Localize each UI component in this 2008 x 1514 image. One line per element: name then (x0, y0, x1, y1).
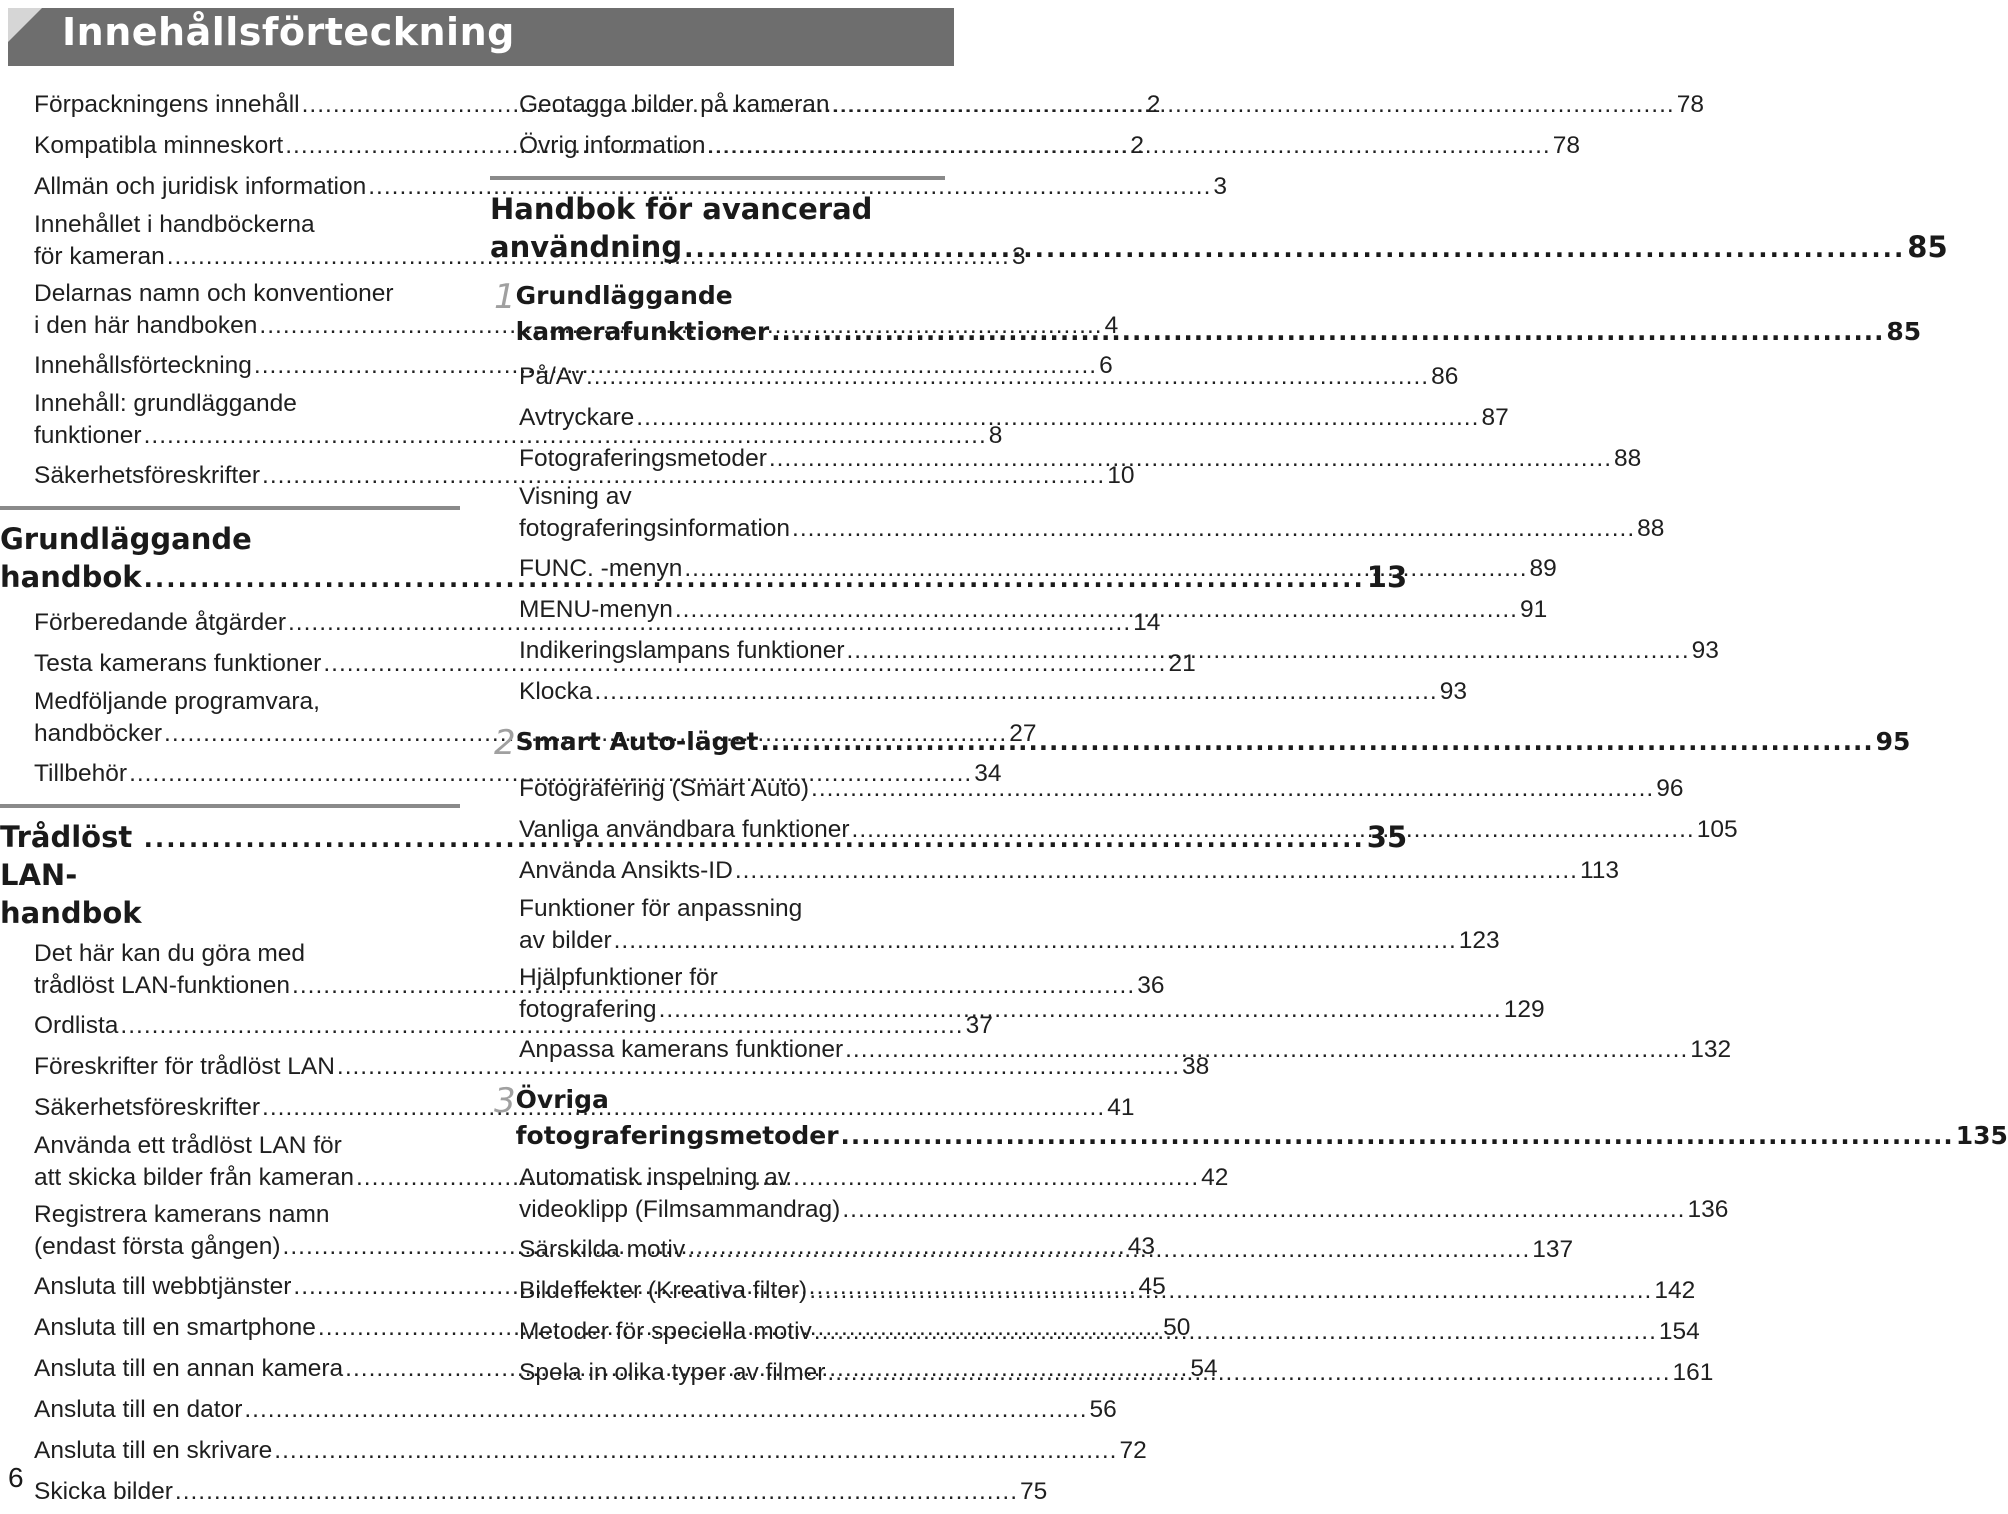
toc-entry-title: Metoder för speciella motiv (519, 1318, 812, 1345)
toc-entry-page: 91 (1520, 596, 1548, 623)
toc-entry-page: 135 (1955, 1121, 2008, 1150)
toc-entry-page: 95 (1875, 727, 1911, 756)
toc-entry-page: 21 (1168, 650, 1196, 677)
section-divider (0, 804, 460, 808)
toc-entry-page: 41 (1107, 1094, 1135, 1121)
section-heading-page: 85 (1907, 230, 1948, 264)
toc-entry[interactable] (490, 127, 1580, 168)
toc-entry-title: Anpassa kamerans funktioner (519, 1036, 844, 1063)
page-title: Innehållsförteckning (62, 10, 515, 54)
chapter-number: 1 (494, 277, 516, 317)
toc-entry-title: handböcker (34, 719, 163, 747)
leader-dots (841, 1118, 1954, 1154)
leader-dots (760, 724, 1873, 760)
toc-entry-title: Ansluta till webbtjänster (34, 1273, 292, 1300)
toc-entry-title: Spela in olika typer av filmer (519, 1359, 826, 1386)
section-heading-line1: Grundläggande (0, 522, 252, 556)
leader-dots (827, 1357, 1670, 1389)
chapter-heading[interactable] (490, 277, 1922, 350)
toc-entry-page: 54 (1190, 1355, 1218, 1382)
toc-entry-title: Fotografering (Smart Auto) (519, 775, 810, 802)
leader-dots (684, 553, 1527, 585)
toc-entry-page: 89 (1529, 555, 1557, 582)
toc-entry[interactable] (490, 852, 1620, 893)
toc-entry-title: Förberedande åtgärder (34, 609, 286, 636)
toc-entry-line1: Använda ett trådlöst LAN för (34, 1132, 342, 1159)
section-heading-line1: Handbok för avancerad (490, 192, 873, 226)
toc-entry-title: Innehållsförteckning (34, 352, 252, 379)
toc-entry-line1: Innehåll: grundläggande (34, 390, 297, 417)
toc-entry-title: trådlöst LAN-funktionen (34, 971, 291, 999)
toc-entry-title: FUNC. -menyn (519, 555, 683, 582)
leader-dots (274, 1435, 1117, 1467)
toc-entry-page: 10 (1107, 462, 1135, 489)
leader-dots (809, 1275, 1652, 1307)
leader-dots (175, 1476, 1018, 1508)
toc-entry-title: Särskilda motiv (519, 1236, 686, 1263)
toc-entry-line1: Det här kan du göra med (34, 940, 306, 967)
toc-entry-page: 6 (1099, 352, 1113, 379)
toc-entry-title: i den här handboken (34, 311, 258, 339)
toc-entry-page: 43 (1127, 1232, 1155, 1260)
toc-entry-title: Ansluta till en dator (34, 1396, 243, 1423)
leader-dots (735, 855, 1578, 887)
toc-entry-title: Ansluta till en annan kamera (34, 1355, 344, 1382)
toc-entry-title: Använda Ansikts-ID (519, 857, 733, 884)
leader-dots (845, 1034, 1688, 1066)
leader-dots (595, 676, 1438, 708)
toc-entry-page: 42 (1201, 1163, 1229, 1191)
toc-entry-line1: Visning av (519, 483, 632, 510)
chapter-title-line1: Övriga (515, 1085, 609, 1114)
toc-entry-title: videoklipp (Filmsammandrag) (519, 1195, 841, 1223)
toc-entry-page: 85 (1886, 317, 1922, 346)
toc-entry-line1: Automatisk inspelning av (519, 1164, 791, 1191)
toc-entry-page: 4 (1104, 311, 1119, 339)
toc-entry-title: Allmän och juridisk information (34, 173, 367, 200)
toc-entry-title: Säkerhetsföreskrifter (34, 462, 261, 489)
leader-dots (659, 994, 1502, 1026)
toc-entry-title: Smart Auto-läget (515, 727, 759, 756)
toc-entry-title: Fotograferingsmetoder (519, 445, 767, 472)
toc-entry-title: Föreskrifter för trådlöst LAN (34, 1053, 335, 1080)
toc-entry-page: 137 (1532, 1236, 1574, 1263)
leader-dots (769, 443, 1612, 475)
toc-entry-title: På/Av (519, 363, 584, 390)
toc-entry-page: 37 (965, 1012, 993, 1039)
leader-dots (792, 513, 1635, 545)
section-divider (490, 176, 945, 180)
toc-entry-page: 3 (1213, 173, 1228, 200)
toc-entry-page: 136 (1687, 1195, 1729, 1223)
section-divider (0, 506, 460, 510)
toc-entry-title: kamerafunktioner (515, 317, 770, 346)
toc-entry-page: 45 (1138, 1273, 1166, 1300)
leader-dots (586, 361, 1429, 393)
toc-entry-page: 93 (1691, 637, 1719, 664)
leader-dots (814, 1316, 1657, 1348)
toc-entry-title: Testa kamerans funktioner (34, 650, 322, 677)
toc-entry-title: Kompatibla minneskort (34, 132, 284, 159)
toc-entry-page: 142 (1654, 1277, 1696, 1304)
toc-entry-page: 154 (1658, 1318, 1700, 1345)
toc-entry-page: 75 (1020, 1478, 1048, 1505)
toc-entry-page: 123 (1458, 926, 1500, 954)
leader-dots (244, 1394, 1087, 1426)
leader-dots (675, 594, 1518, 626)
toc-entry[interactable] (0, 1473, 1048, 1514)
toc-entry-title: Tillbehör (34, 760, 128, 787)
toc-entry-page: 129 (1503, 995, 1545, 1023)
toc-entry-line1: Innehållet i handböckerna (34, 211, 315, 238)
toc-entry-title: Ansluta till en smartphone (34, 1314, 316, 1341)
toc-entry[interactable] (490, 358, 1459, 399)
toc-entry-line1: Medföljande programvara, (34, 688, 320, 715)
leader-dots (847, 635, 1690, 667)
toc-entry-title: MENU-menyn (519, 596, 673, 623)
toc-entry-title: Övrig information (519, 132, 706, 159)
chapter-title-line1: Grundläggande (515, 281, 733, 310)
toc-entry[interactable] (490, 86, 1704, 127)
toc-entry-title: fotografering (519, 995, 657, 1023)
page-number: 6 (8, 1462, 24, 1493)
toc-entry-title: att skicka bilder från kameran (34, 1163, 354, 1191)
leader-dots (687, 1234, 1530, 1266)
toc-entry-page: 56 (1089, 1396, 1117, 1423)
leader-dots (614, 925, 1457, 957)
toc-entry-line1: Hjälpfunktioner för (519, 964, 718, 991)
toc-entry-line1: Delarnas namn och konventioner (34, 280, 394, 307)
leader-dots (852, 814, 1695, 846)
section-heading-title: handbok (0, 560, 142, 594)
toc-entry-page: 113 (1579, 857, 1620, 884)
toc-entry[interactable] (0, 1432, 1147, 1473)
toc-entry-title: (endast första gången) (34, 1232, 281, 1260)
leader-dots (771, 314, 1884, 350)
toc-entry-title: Klocka (519, 678, 593, 705)
toc-entry-title: Geotagga bilder på kameran (519, 91, 830, 118)
toc-entry-page: 2 (1146, 91, 1161, 118)
toc-entry-page: 14 (1133, 609, 1161, 636)
section-heading-advanced[interactable] (490, 190, 1948, 268)
section-heading-page: 13 (1366, 560, 1408, 594)
toc-entry-page: 132 (1690, 1036, 1732, 1063)
leader-dots (636, 402, 1479, 434)
toc-entry-page: 78 (1676, 91, 1704, 118)
toc-entry-title: Bildeffekter (Kreativa filter) (519, 1277, 808, 1304)
toc-entry-page: 96 (1656, 775, 1684, 802)
toc-entry-page: 88 (1637, 514, 1665, 542)
leader-dots (811, 773, 1654, 805)
misc-entries (490, 86, 1704, 168)
toc-entry-line1: Funktioner för anpassning (519, 895, 803, 922)
toc-entry-page: 78 (1552, 132, 1580, 159)
section-heading-title: Trådlöst LAN-handbok (0, 820, 142, 930)
leader-dots (832, 89, 1675, 121)
toc-entry-page: 161 (1672, 1359, 1714, 1386)
toc-entry-page: 86 (1431, 363, 1459, 390)
banner-corner-accent (8, 8, 42, 42)
toc-entry-page: 2 (1130, 132, 1144, 159)
toc-entry-page: 88 (1614, 445, 1642, 472)
toc-entry-page: 8 (988, 421, 1003, 449)
toc-entry-page: 87 (1481, 404, 1509, 431)
toc-entry-page: 36 (1137, 971, 1165, 999)
toc-entry-title: för kameran (34, 242, 165, 270)
toc-entry-title: fotograferingsmetoder (515, 1121, 839, 1150)
toc-entry-title: Förpackningens innehåll (34, 91, 300, 118)
toc-entry-title: funktioner (34, 421, 142, 449)
toc-entry-page: 34 (974, 760, 1002, 787)
toc-entry[interactable] (490, 399, 1509, 440)
toc-entry-page: 50 (1163, 1314, 1191, 1341)
toc-entry-title: Säkerhetsföreskrifter (34, 1094, 261, 1121)
toc-entry-page: 105 (1696, 816, 1738, 843)
toc-entry-page: 93 (1439, 678, 1467, 705)
section-heading-title: användning (490, 230, 683, 264)
toc-entry[interactable] (490, 893, 1500, 956)
toc-entry-page: 3 (1011, 242, 1026, 270)
toc-entry-title: fotograferingsinformation (519, 514, 791, 542)
chapter-number: 3 (494, 1081, 516, 1121)
toc-entry-title: Ansluta till en skrivare (34, 1437, 273, 1464)
toc-entry[interactable] (490, 481, 1665, 544)
toc-entry-page: 27 (1009, 719, 1037, 747)
toc-entry-page: 72 (1119, 1437, 1147, 1464)
toc-entry-title: Indikeringslampans funktioner (519, 637, 845, 664)
leader-dots (684, 230, 1905, 268)
toc-entry-line1: Registrera kamerans namn (34, 1201, 330, 1228)
toc-entry[interactable] (0, 1391, 1117, 1432)
toc-entry-title: Vanliga användbara funktioner (519, 816, 850, 843)
toc-entry-page: 38 (1182, 1053, 1210, 1080)
toc-entry-title: Avtryckare (519, 404, 635, 431)
chapter-number: 2 (494, 723, 516, 763)
section-heading-page: 35 (1366, 820, 1408, 854)
leader-dots (842, 1194, 1685, 1226)
toc-entry-title: Ordlista (34, 1012, 119, 1039)
leader-dots (708, 130, 1551, 162)
toc-entry[interactable] (490, 673, 1467, 714)
toc-entry-title: av bilder (519, 926, 612, 954)
toc-entry-title: Skicka bilder (34, 1478, 173, 1505)
